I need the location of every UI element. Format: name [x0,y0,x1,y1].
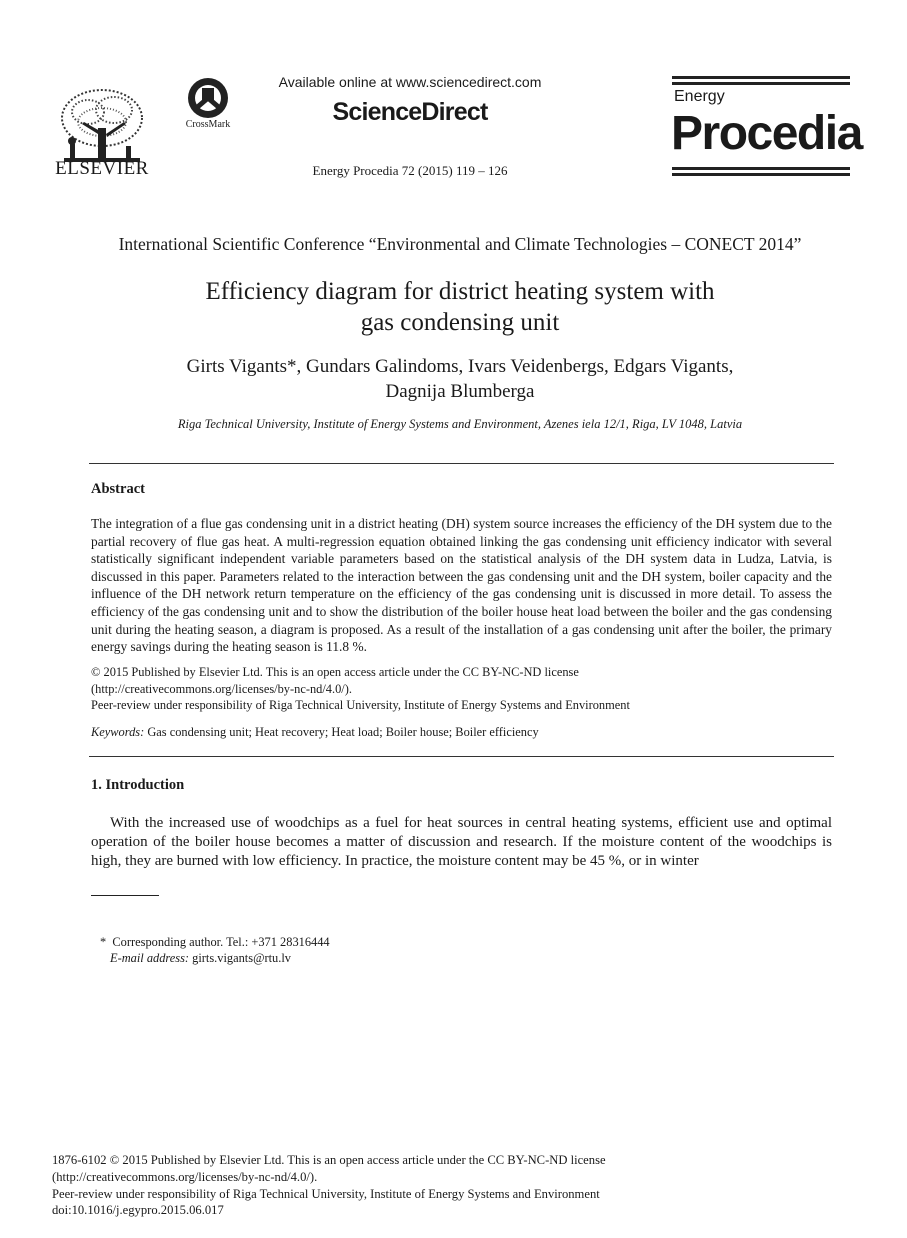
divider [89,463,834,464]
corresponding-author-text: Corresponding author. Tel.: +371 28316444 [112,935,330,949]
journal-logo-energy: Energy [674,88,725,105]
crossmark-label: CrossMark [185,119,231,130]
affiliation: Riga Technical University, Institute of Energy Systems and Environment, Azenes iela 12/1, Riga, LV 1048, Latvia [177,417,743,431]
copyright-line: © 2015 Published by Elsevier Ltd. This is an open access article under the CC BY-NC-ND license [91,665,579,679]
conference-name: International Scientific Conference “Environmental and Climate Technologies – CONECT 2014” [118,234,802,254]
introduction-heading: 1. Introduction [91,777,185,793]
journal-logo-procedia: Procedia [671,107,862,160]
elsevier-wordmark: ELSEVIER [55,158,149,179]
license-link[interactable]: (http://creativecommons.org/licenses/by-nc-nd/4.0/). [91,682,352,696]
title-line: gas condensing unit [360,309,560,336]
footer-issn-line: 1876-6102 © 2015 Published by Elsevier Ltd. This is an open access article under the CC BY-NC-ND license [52,1153,606,1167]
journal-reference: Energy Procedia 72 (2015) 119 – 126 [312,163,508,178]
peer-review-line: Peer-review under responsibility of Riga Technical University, Institute of Energy Systems and Environment [91,698,630,712]
journal-logo-rule [672,76,850,79]
title-line: Efficiency diagram for district heating system with [205,278,715,305]
email-label: E-mail address: [110,951,190,965]
footnote-rule [91,895,159,896]
keywords-list: Gas condensing unit; Heat recovery; Heat load; Boiler house; Boiler efficiency [147,725,539,739]
email-footnote [110,951,291,966]
abstract-body: The integration of a flue gas condensing unit in a district heating (DH) system source increases the efficiency of the DH system due to the partial recovery of flue gas heat. A multi-regression equation obtained linking the gas condensing unit efficiency indicator with several statistically significant independent variable parameters based on the statistical analysis of the DH system data in Ludza, Latvia, is discussed in this paper. Parameters related to the interaction between the gas condensing unit and the DH system, boiler capacity and the influence of the DH network return temperature on the efficiency of the gas condensing unit is discussed in more detail. To assess the efficiency of the gas condensing unit and to show the distribution of the boiler house heat load between the boiler and the gas condensing unit during the heating season, a diagram is proposed. As a result of the installation of a gas condensing unit after the boiler, the primary energy savings during the heating season is 11.8 %. [91,516,832,655]
keywords-label: Keywords: [91,725,145,739]
available-online-text: Available online at www.sciencedirect.com [278,74,542,90]
sciencedirect-logo: ScienceDirect [332,98,488,126]
footer-peer-review: Peer-review under responsibility of Riga Technical University, Institute of Energy Systems and Environment [52,1187,600,1201]
journal-logo-rule [672,82,850,85]
footnote-marker: * [100,935,107,949]
keywords [91,725,539,740]
paper-title [80,276,840,338]
email-link[interactable]: girts.vigants@rtu.lv [192,951,291,965]
journal-logo-rule [672,167,850,170]
author-list [80,354,840,404]
authors-line: Dagnija Blumberga [385,381,535,402]
divider [89,756,834,757]
abstract-heading: Abstract [91,481,145,497]
footer-license-link[interactable]: (http://creativecommons.org/licenses/by-nc-nd/4.0/). [52,1170,318,1184]
introduction-body: With the increased use of woodchips as a fuel for heat sources in central heating systems, efficient use and optimal operation of the boiler house becomes a matter of discussion and research. If the moisture content of the woodchips is high, they are burned with low efficiency. In practice, the moisture content may be 45 %, or in winter [91,815,832,869]
journal-logo-rule [672,173,850,176]
corresponding-author-footnote [100,935,330,950]
authors-line: Girts Vigants*, Gundars Galindoms, Ivars Veidenbergs, Edgars Vigants, [186,356,734,377]
footer-doi[interactable]: doi:10.1016/j.egypro.2015.06.017 [52,1203,224,1217]
